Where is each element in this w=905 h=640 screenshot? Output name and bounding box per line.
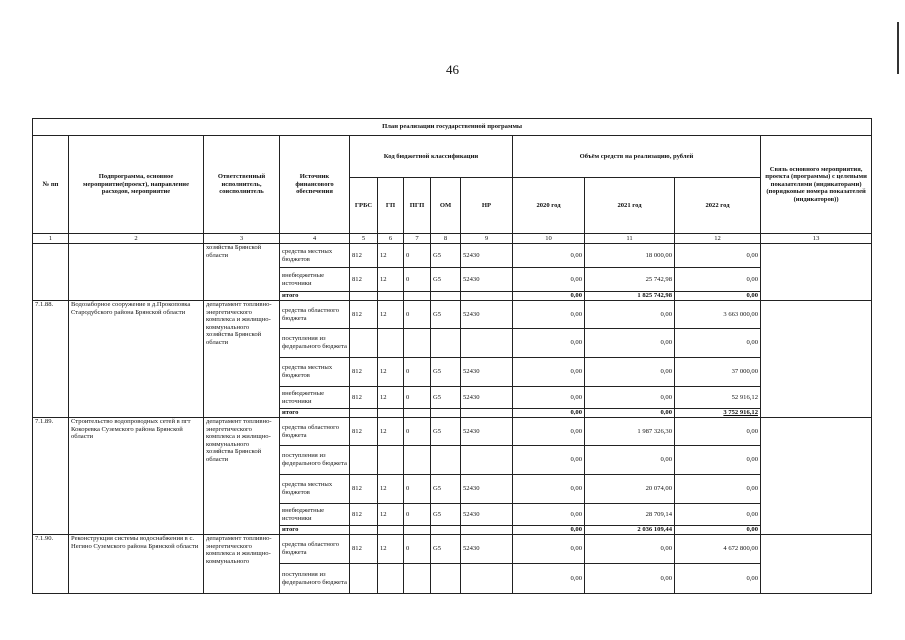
- cell-2020: 0,00: [513, 418, 585, 446]
- row-source: поступления из федерального бюджета: [280, 564, 350, 594]
- cell-nr: [461, 409, 513, 418]
- cell-grbs: 812: [350, 301, 378, 329]
- cell-nr: [461, 329, 513, 358]
- cell-pgp: 0: [404, 418, 431, 446]
- cell-2020: 0,00: [513, 564, 585, 594]
- cell-gp: 12: [378, 358, 404, 387]
- row-executor: департамент топливно-энергетического комплекса и жилищно-коммунального хозяйства Брянской области: [204, 301, 280, 418]
- header-2020: 2020 год: [513, 178, 585, 234]
- header-no: № пп: [33, 136, 69, 234]
- col-number: 10: [513, 234, 585, 244]
- cell-grbs: [350, 446, 378, 475]
- cell-2022-total: 3 752 916,12: [675, 409, 761, 418]
- cell-om: G5: [431, 268, 461, 292]
- cell-2022-total: 0,00: [675, 292, 761, 301]
- cell-grbs: 812: [350, 358, 378, 387]
- row-no: 7.1.90.: [33, 535, 69, 594]
- row-program: Водозаборное сооружение в д.Прокоповка Стародубского района Брянской области: [69, 301, 204, 418]
- cell-indicators: [761, 418, 872, 535]
- table-title: План реализации государственной программы: [33, 119, 872, 136]
- row-source: внебюджетные источники: [280, 504, 350, 526]
- cell-om: G5: [431, 535, 461, 564]
- col-number: 3: [204, 234, 280, 244]
- cell-nr: [461, 292, 513, 301]
- cell-2020: 0,00: [513, 268, 585, 292]
- cell-2021: 0,00: [585, 358, 675, 387]
- cell-grbs: [350, 292, 378, 301]
- cell-2022: 0,00: [675, 504, 761, 526]
- header-source: Источник финансового обеспечения: [280, 136, 350, 234]
- row-program: Реконструкция системы водоснабжения в с. Негино Суземского района Брянской области: [69, 535, 204, 594]
- header-program: Подпрограмма, основное мероприятие(проект), направление расходов, мероприятие: [69, 136, 204, 234]
- cell-pgp: [404, 409, 431, 418]
- row-source: средства местных бюджетов: [280, 475, 350, 504]
- cell-pgp: 0: [404, 535, 431, 564]
- header-nr: НР: [461, 178, 513, 234]
- cell-nr: 52430: [461, 504, 513, 526]
- row-no: 7.1.89.: [33, 418, 69, 535]
- cell-pgp: [404, 564, 431, 594]
- col-number: 12: [675, 234, 761, 244]
- row-source-total: итого: [280, 526, 350, 535]
- row-source: средства местных бюджетов: [280, 358, 350, 387]
- row-source: внебюджетные источники: [280, 387, 350, 409]
- col-number: 1: [33, 234, 69, 244]
- cell-2022: 0,00: [675, 329, 761, 358]
- cell-2020: 0,00: [513, 329, 585, 358]
- cell-2022: 0,00: [675, 564, 761, 594]
- cell-pgp: 0: [404, 475, 431, 504]
- col-number: 5: [350, 234, 378, 244]
- header-volume: Объём средств на реализацию, рублей: [513, 136, 761, 178]
- col-number: 8: [431, 234, 461, 244]
- col-number: 9: [461, 234, 513, 244]
- col-number: 7: [404, 234, 431, 244]
- cell-om: G5: [431, 244, 461, 268]
- row-executor: департамент топливно-энергетического комплекса и жилищно-коммунального: [204, 535, 280, 594]
- cell-grbs: 812: [350, 504, 378, 526]
- row-source: поступления из федерального бюджета: [280, 329, 350, 358]
- cell-2022: 0,00: [675, 268, 761, 292]
- cell-gp: 12: [378, 475, 404, 504]
- cell-2021: 0,00: [585, 301, 675, 329]
- row-no: [33, 244, 69, 301]
- cell-2021: 0,00: [585, 564, 675, 594]
- header-2021: 2021 год: [585, 178, 675, 234]
- row-program: Строительство водопроводных сетей в пгт Кокоревка Суземского района Брянской области: [69, 418, 204, 535]
- cell-om: [431, 292, 461, 301]
- cell-grbs: [350, 564, 378, 594]
- cell-2021: 18 000,00: [585, 244, 675, 268]
- cell-om: [431, 526, 461, 535]
- cell-gp: 12: [378, 268, 404, 292]
- cell-2022: 0,00: [675, 418, 761, 446]
- cell-gp: [378, 446, 404, 475]
- cell-2020: 0,00: [513, 358, 585, 387]
- cell-om: [431, 329, 461, 358]
- cell-grbs: 812: [350, 387, 378, 409]
- row-source: поступления из федерального бюджета: [280, 446, 350, 475]
- cell-om: G5: [431, 418, 461, 446]
- row-source: средства областного бюджета: [280, 418, 350, 446]
- cell-2020: 0,00: [513, 535, 585, 564]
- cell-gp: [378, 526, 404, 535]
- cell-nr: 52430: [461, 535, 513, 564]
- cell-om: G5: [431, 387, 461, 409]
- header-2022: 2022 год: [675, 178, 761, 234]
- cell-2020-total: 0,00: [513, 409, 585, 418]
- cell-om: [431, 564, 461, 594]
- cell-nr: 52430: [461, 268, 513, 292]
- row-source: средства областного бюджета: [280, 535, 350, 564]
- cell-gp: [378, 329, 404, 358]
- row-no: 7.1.88.: [33, 301, 69, 418]
- program-plan-table: [32, 118, 872, 594]
- cell-grbs: [350, 329, 378, 358]
- cell-2022: 0,00: [675, 446, 761, 475]
- cell-2022: 4 672 800,00: [675, 535, 761, 564]
- row-executor: хозяйства Брянской области: [204, 244, 280, 301]
- cell-nr: [461, 526, 513, 535]
- cell-gp: 12: [378, 387, 404, 409]
- cell-2020: 0,00: [513, 446, 585, 475]
- cell-indicators: [761, 301, 872, 418]
- cell-grbs: 812: [350, 535, 378, 564]
- header-link-indicators: Связь основного мероприятия, проекта (программы) с целевыми показателями (индикаторами) (порядковые номера показателей (индикаторов)): [761, 136, 872, 234]
- cell-2020-total: 0,00: [513, 292, 585, 301]
- cell-indicators: [761, 535, 872, 594]
- cell-nr: [461, 446, 513, 475]
- cell-nr: 52430: [461, 475, 513, 504]
- cell-2021: 20 074,00: [585, 475, 675, 504]
- cell-grbs: [350, 526, 378, 535]
- cell-gp: [378, 564, 404, 594]
- cell-2022: 3 663 000,00: [675, 301, 761, 329]
- cell-grbs: 812: [350, 244, 378, 268]
- cell-pgp: [404, 292, 431, 301]
- cell-gp: 12: [378, 244, 404, 268]
- cell-2022: 0,00: [675, 244, 761, 268]
- cell-2021: 0,00: [585, 387, 675, 409]
- page-number: 46: [446, 62, 459, 77]
- cell-2022-total: 0,00: [675, 526, 761, 535]
- cell-nr: 52430: [461, 358, 513, 387]
- row-source-total: итого: [280, 409, 350, 418]
- cell-2020: 0,00: [513, 504, 585, 526]
- cell-pgp: [404, 446, 431, 475]
- col-number: 13: [761, 234, 872, 244]
- cell-2022: 37 000,00: [675, 358, 761, 387]
- cell-nr: 52430: [461, 387, 513, 409]
- row-program: [69, 244, 204, 301]
- cell-grbs: 812: [350, 475, 378, 504]
- cell-gp: 12: [378, 301, 404, 329]
- row-source: внебюджетные источники: [280, 268, 350, 292]
- cell-om: G5: [431, 504, 461, 526]
- cell-2020-total: 0,00: [513, 526, 585, 535]
- cell-pgp: 0: [404, 268, 431, 292]
- cell-grbs: 812: [350, 268, 378, 292]
- cell-2021-total: 0,00: [585, 409, 675, 418]
- cell-gp: [378, 409, 404, 418]
- header-om: ОМ: [431, 178, 461, 234]
- cell-pgp: 0: [404, 358, 431, 387]
- cell-gp: 12: [378, 535, 404, 564]
- row-executor: департамент топливно-энергетического комплекса и жилищно-коммунального хозяйства Брянской области: [204, 418, 280, 535]
- cell-om: [431, 409, 461, 418]
- cell-2021: 28 709,14: [585, 504, 675, 526]
- cell-2020: 0,00: [513, 387, 585, 409]
- cell-nr: 52430: [461, 418, 513, 446]
- cell-indicators: [761, 244, 872, 301]
- col-number: 4: [280, 234, 350, 244]
- row-source: средства областного бюджета: [280, 301, 350, 329]
- cell-2021-total: 2 036 109,44: [585, 526, 675, 535]
- cell-nr: 52430: [461, 244, 513, 268]
- cell-grbs: 812: [350, 418, 378, 446]
- cell-2020: 0,00: [513, 244, 585, 268]
- col-number: 11: [585, 234, 675, 244]
- header-gp: ГП: [378, 178, 404, 234]
- cell-nr: [461, 564, 513, 594]
- cell-om: [431, 446, 461, 475]
- cell-grbs: [350, 409, 378, 418]
- cell-pgp: [404, 329, 431, 358]
- cell-pgp: 0: [404, 301, 431, 329]
- cell-pgp: 0: [404, 244, 431, 268]
- cell-2021: 1 987 326,30: [585, 418, 675, 446]
- header-budget-code: Код бюджетной классификации: [350, 136, 513, 178]
- cell-om: G5: [431, 475, 461, 504]
- cell-nr: 52430: [461, 301, 513, 329]
- cell-2022: 52 916,12: [675, 387, 761, 409]
- cell-om: G5: [431, 301, 461, 329]
- row-source: средства местных бюджетов: [280, 244, 350, 268]
- cell-2020: 0,00: [513, 301, 585, 329]
- cell-2021: 0,00: [585, 329, 675, 358]
- cell-pgp: 0: [404, 387, 431, 409]
- cell-2021: 25 742,98: [585, 268, 675, 292]
- row-source-total: итого: [280, 292, 350, 301]
- header-pgp: ПГП: [404, 178, 431, 234]
- cell-pgp: [404, 526, 431, 535]
- col-number: 2: [69, 234, 204, 244]
- cell-gp: 12: [378, 418, 404, 446]
- header-executor: Ответственный исполнитель, соисполнитель: [204, 136, 280, 234]
- cell-2022: 0,00: [675, 475, 761, 504]
- cell-om: G5: [431, 358, 461, 387]
- cell-2021: 0,00: [585, 535, 675, 564]
- col-number: 6: [378, 234, 404, 244]
- cell-pgp: 0: [404, 504, 431, 526]
- cell-gp: 12: [378, 504, 404, 526]
- cell-gp: [378, 292, 404, 301]
- cell-2020: 0,00: [513, 475, 585, 504]
- cell-2021-total: 1 825 742,98: [585, 292, 675, 301]
- cell-2021: 0,00: [585, 446, 675, 475]
- header-grbs: ГРБС: [350, 178, 378, 234]
